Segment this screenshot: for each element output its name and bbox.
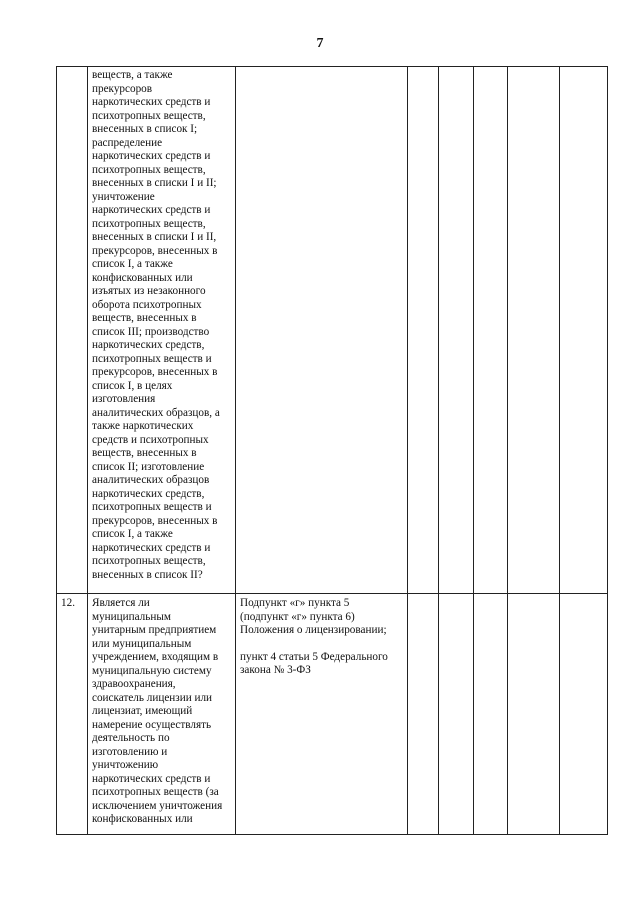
- answer-yes-cell: [408, 67, 439, 594]
- question-text: веществ, а также прекурсоров наркотических средств и психотропных веществ, внесенных в список I; распределение наркотических средств и психотропных веществ, внесенных в списки I и II; уничтожение наркотических средств и психотропных веществ, внесенных в списки I и II, прекурсоров, внесенных в список I, а также конфискованных или изъятых из незаконного оборота психотропных веществ, внесенных в список III; производство наркотических средств, психотропных веществ и прекурсоров, внесенных в список I, в целях изготовления аналитических образцов, а также наркотических средств и психотропных веществ, внесенных в список II; изготовление аналитических образцов наркотических средств, психотропных веществ и прекурсоров, внесенных в список I, а также наркотических средств и психотропных веществ, внесенных в список II?: [92, 69, 220, 581]
- table-row: [57, 594, 608, 835]
- note-cell: [560, 594, 608, 835]
- reference-cell: [236, 594, 408, 835]
- reference-text: Подпункт «г» пункта 5 (подпункт «г» пункта 6) Положения о лицензировании;: [240, 597, 387, 636]
- checklist-table: [56, 66, 608, 835]
- answer-yes-cell: [408, 594, 439, 835]
- answer-na-cell: [474, 594, 508, 835]
- answer-extra-cell: [508, 67, 560, 594]
- reference-cell: [236, 67, 408, 594]
- row-number-cell: 12.: [57, 594, 88, 835]
- answer-no-cell: [439, 594, 474, 835]
- question-cell: [88, 594, 236, 835]
- answer-no-cell: [439, 67, 474, 594]
- reference-text-law: пункт 4 статьи 5 Федерального закона № 3-ФЗ: [240, 650, 388, 676]
- table-row: [57, 67, 608, 594]
- row-number-cell: [57, 67, 88, 594]
- page-number: 7: [316, 36, 324, 51]
- question-text: Является ли муниципальным унитарным предприятием или муниципальным учреждением, входящим в муниципальную систему здравоохранения, соискатель лицензии или лицензиат, имеющий намерение осуществлять деятельность по изготовлению и уничтожению наркотических средств и психотропных веществ (за исключением уничтожения конфискованных или: [92, 597, 223, 825]
- answer-na-cell: [474, 67, 508, 594]
- answer-extra-cell: [508, 594, 560, 835]
- question-cell: [88, 67, 236, 594]
- note-cell: [560, 67, 608, 594]
